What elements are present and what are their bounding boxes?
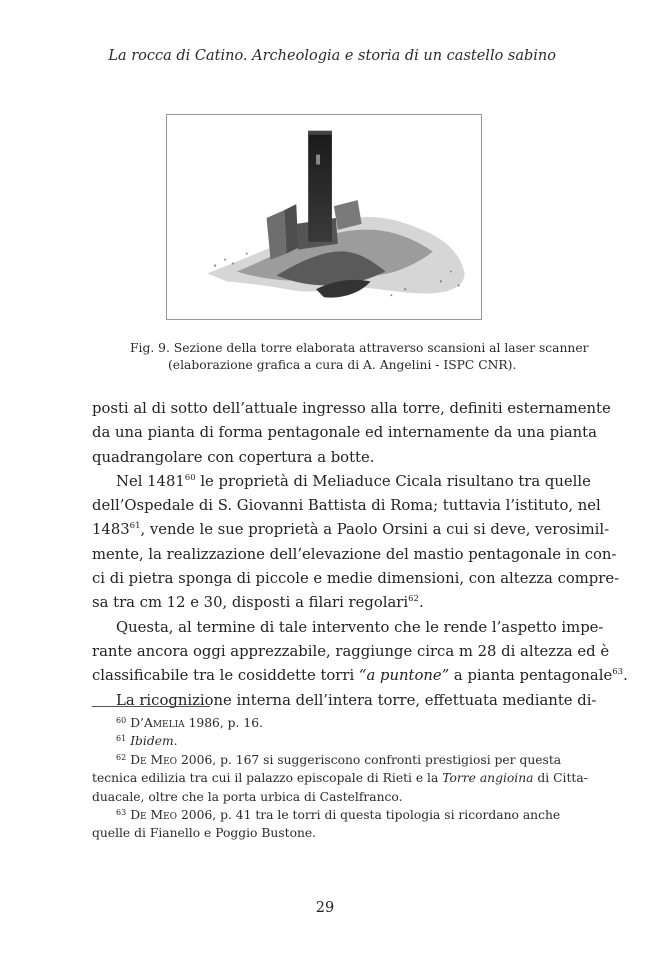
body-line: mente, la realizzazione dell’elevazione del mastio pentagonale in con- (92, 545, 617, 563)
body-line: rante ancora oggi apprezzabile, raggiunge circa m 28 di altezza ed è (92, 642, 610, 660)
body-line: La ricognizione interna dell’intera torre, effettuata mediante di- (116, 691, 597, 709)
body-text (92, 397, 628, 713)
footnote-ref-60[interactable]: 60 (184, 472, 196, 483)
body-line: Questa, al termine di tale intervento che le rende l’aspetto impe- (116, 618, 604, 636)
figure-caption (130, 340, 589, 374)
footnote-61: $^{61}$ Ibidem. (116, 734, 178, 749)
footnote-63-line-2: quelle di Fianello e Poggio Bustone. (92, 826, 317, 841)
footnote-ref-62[interactable]: 62 (408, 594, 419, 605)
footnote-62-line-2: tecnica edilizia tra cui il palazzo episcopale di Rieti e la Torre angioina di Citta- (92, 771, 588, 786)
tower (308, 131, 332, 242)
body-line: ci di pietra sponga di piccole e medie dimensioni, con altezza compre- (92, 570, 620, 588)
footnote-62: $^{62}$ De Meo 2006, p. 167 si suggeriscono confronti prestigiosi per questa (116, 752, 562, 767)
footnote-ref-61[interactable]: 61 (129, 521, 141, 532)
body-line: da una pianta di forma pentagonale ed internamente da una pianta (92, 424, 597, 442)
body-line: quadrangolare con copertura a botte. (92, 448, 375, 466)
footnote-60: $^{60}$ D’Amelia 1986, p. 16. (116, 716, 263, 730)
footnote-62-line-3: duacale, oltre che la porta urbica di Castelfranco. (92, 789, 403, 804)
body-line: dell’Ospedale di S. Giovanni Battista di Roma; tuttavia l’istituto, nel (92, 497, 601, 515)
body-line: sa tra cm 12 e 30, disposti a filari regolari$^{62}$. (92, 594, 424, 612)
running-header: La rocca di Catino. Archeologia e storia di un castello sabino (108, 48, 556, 64)
footnote-ref-63[interactable]: 63 (612, 667, 624, 678)
footnote-divider (92, 706, 210, 707)
body-line: Nel 1481$^{60}$ le proprietà di Meliaduce Cicala risultano tra quelle (116, 472, 591, 490)
caption-line-1: Fig. 9. Sezione della torre elaborata attraverso scansioni al laser scanner (130, 341, 589, 355)
body-line: classificabile tra le cosiddette torri “a puntone” a pianta pentagonale$^{63}$. (92, 667, 628, 685)
figure-laser-scan-image (166, 114, 482, 320)
caption-line-2: (elaborazione grafica a cura di A. Angelini - ISPC CNR). (168, 358, 517, 372)
tower-section-illustration (167, 115, 481, 319)
page-number: 29 (315, 900, 335, 916)
body-line: posti al di sotto dell’attuale ingresso alla torre, definiti esternamente (92, 400, 611, 417)
footnote-63: $^{63}$ De Meo 2006, p. 41 tra le torri di questa tipologia si ricordano anche (116, 807, 561, 822)
footnotes (92, 714, 588, 843)
body-line: 1483$^{61}$, vende le sue proprietà a Paolo Orsini a cui si deve, verosimil- (92, 521, 610, 539)
